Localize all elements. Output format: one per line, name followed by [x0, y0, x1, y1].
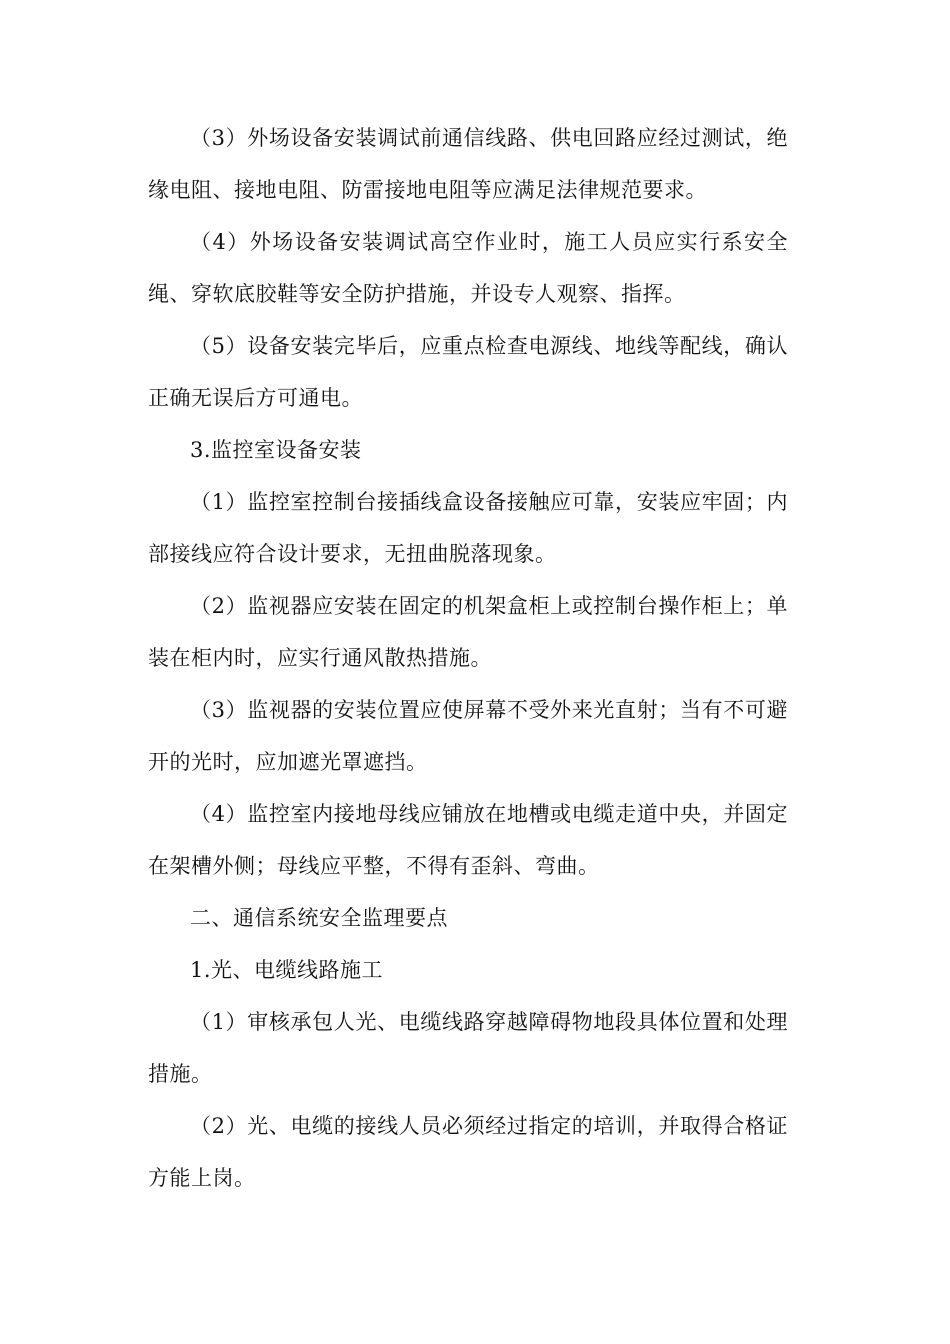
paragraph-5-power-check: （5）设备安装完毕后，应重点检查电源线、地线等配线，确认正确无误后方可通电。	[148, 334, 788, 410]
section-heading-cable-construction: 1.光、电缆线路施工	[190, 958, 384, 982]
paragraph-3-cable-testing: （3）外场设备安装调试前通信线路、供电回路应经过测试，绝缘电阻、接地电阻、防雷接地电阻等应满足法律规范要求。	[148, 126, 788, 202]
paragraph-4-high-altitude-work: （4）外场设备安装调试高空作业时，施工人员应实行系安全绳、穿软底胶鞋等安全防护措施，并设专人观察、指挥。	[148, 230, 788, 306]
paragraph-2-monitor-rack: （2）监视器应安装在固定的机架盒柜上或控制台操作柜上；单装在柜内时，应实行通风散热措施。	[148, 594, 788, 670]
paragraph-3-monitor-position: （3）监视器的安装位置应使屏幕不受外来光直射；当有不可避开的光时，应加遮光罩遮挡。	[148, 698, 788, 774]
paragraph-1-obstacle-review: （1）审核承包人光、电缆线路穿越障碍物地段具体位置和处理措施。	[148, 1010, 788, 1086]
paragraph-4-grounding-bus: （4）监控室内接地母线应铺放在地槽或电缆走道中央，并固定在架槽外侧；母线应平整，不得有歪斜、弯曲。	[148, 802, 788, 878]
section-heading-monitoring-room: 3.监控室设备安装	[190, 438, 362, 462]
document-body	[148, 112, 788, 1204]
chapter-heading-communication: 二、通信系统安全监理要点	[190, 906, 448, 930]
paragraph-2-certified-staff: （2）光、电缆的接线人员必须经过指定的培训，并取得合格证方能上岗。	[148, 1114, 788, 1190]
paragraph-1-console-install: （1）监控室控制台接插线盒设备接触应可靠，安装应牢固；内部接线应符合设计要求，无扭曲脱落现象。	[148, 490, 788, 566]
